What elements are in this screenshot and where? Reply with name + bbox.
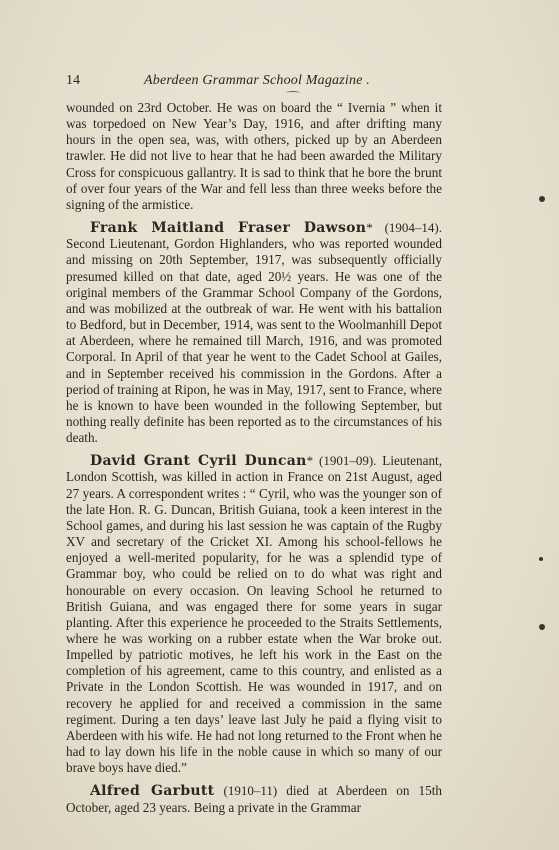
dawson-name: Frank Maitland Fraser Dawson (90, 220, 367, 237)
running-title: Aberdeen Grammar School Magazine . (144, 73, 370, 88)
obituary-garbutt (66, 783, 442, 815)
duncan-name: David Grant Cyril Duncan (90, 453, 307, 470)
garbutt-text: died at Aberdeen on 15th October, aged 23 years. Being a private in the Grammar (66, 783, 442, 815)
binding-hole-lower (539, 624, 545, 630)
obituary-duncan (66, 453, 442, 776)
garbutt-dates: (1910–11) (214, 783, 278, 799)
page-number: 14 (66, 73, 80, 88)
garbutt-name: Alfred Garbutt (90, 783, 215, 800)
header-ornament (286, 91, 300, 95)
binding-hole-upper (539, 196, 545, 202)
duncan-dates: * (1901–09). (306, 453, 377, 469)
dawson-dates: * (1904–14). (366, 220, 442, 236)
binding-hole-middle (539, 557, 543, 561)
obituary-dawson (66, 220, 442, 446)
continuation-paragraph: wounded on 23rd October. He was on board the “ Ivernia ” when it was torpedoed on New Year’s Day, 1916, and after drifting many hours in the open sea, was, with others, picked up by an Aberdeen trawler. He did not live to hear that he had been awarded the Military Cross for conspicuous gallantry. It is sad to think that he bore the brunt of over four years of the War and fell less than three weeks before the signing of the armistice. (66, 100, 442, 212)
article-body (66, 100, 442, 816)
dawson-text: Second Lieutenant, Gordon Highlanders, who was reported wounded and missing on 20th September, 1917, was subsequently officially presumed killed on that date, aged 20½ years. He was one of the original members of the Grammar School Company of the Gordons, and was mobilized at the outbreak of war. He went with his battalion to Bedford, but in December, 1914, was sent to the Woolmanhill Depot at Aberdeen, where he remained till March, 1916, and was promoted Corporal. In April of that year he went to the Cadet School at Gailes, and in September received his commission in the Gordons. After a period of training at Ripon, he was in May, 1917, sent to France, where he is known to have been wounded in the following September, but nothing really definite has been reported as to the circumstances of his death. (66, 236, 442, 446)
duncan-text: Lieutenant, London Scottish, was killed in action in France on 21st August, aged 27 years. A correspondent writes : “ Cyril, who was the younger son of the late Hon. R. G. Duncan, British Guiana, took a keen interest in the School games, and during his last session he was captain of the Rugby XV and secretary of the Cricket XI. Among his school-fellows he enjoyed a well-merited popularity, for he was a splendid type of Grammar boy, who could be relied on to do what was right and honourable on every occasion. On leaving School he returned to British Guiana, and was engaged there for some years in sugar planting. After this experience he proceeded to the Straits Settlements, where he was working on a rubber estate when the War broke out. Impelled by patriotic motives, he left his work in the East on the completion of his agreement, came to this country, and enlisted as a Private in the London Scottish. He was wounded in 1917, and on recovery he applied for and received a commission in the same regiment. During a ten days’ leave last July he paid a flying visit to Aberdeen with his wife. He had not long returned to the Front when he had to lay down his life in the noble cause in which so many of our brave boys have died.” (66, 453, 442, 776)
